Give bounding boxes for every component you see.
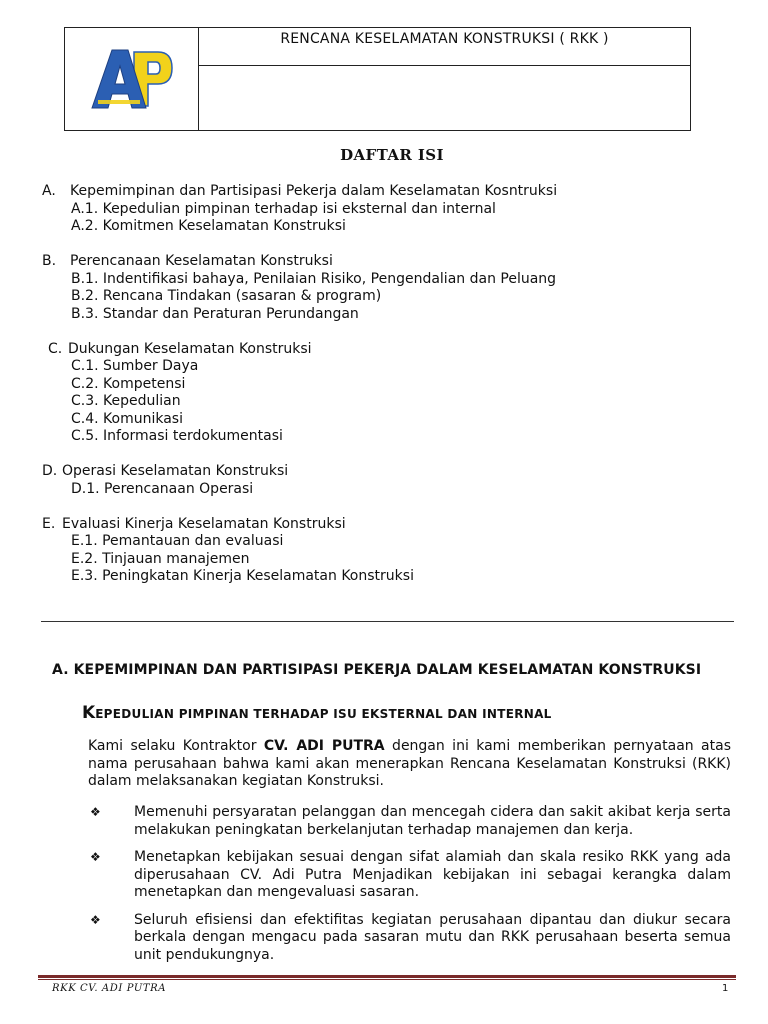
bullet-text: Memenuhi persyaratan pelanggan dan mencegah cidera dan sakit akibat kerja serta melakukan peningkatan berkelanjutan terhadap manajemen dan kerja.: [134, 804, 731, 838]
toc-item: B.3. Standar dan Peraturan Perundangan: [71, 305, 359, 322]
toc-item: B.2. Rencana Tindakan (sasaran & program): [71, 288, 382, 304]
diamond-bullet-icon: ❖: [90, 850, 101, 864]
toc-section-heading: [42, 183, 732, 201]
toc-section-label: Kepemimpinan dan Partisipasi Pekerja dalam Keselamatan Kosntruksi: [70, 183, 558, 199]
toc-item: C.1. Sumber Daya: [71, 358, 199, 374]
toc-item: B.1. Indentifikasi bahaya, Penilaian Risiko, Pengendalian dan Peluang: [71, 270, 557, 287]
table-of-contents: [42, 183, 732, 603]
toc-section-letter: D.: [42, 463, 58, 479]
toc-item: E.1. Pemantauan dan evaluasi: [71, 533, 284, 549]
section-a1-heading: [82, 703, 552, 723]
toc-item: C.5. Informasi terdokumentasi: [71, 428, 283, 444]
bullet-text: Menetapkan kebijakan sesuai dengan sifat alamiah dan skala resiko RKK yang ada diperusahaan CV. Adi Putra Menjadikan kebijakan ini sebagai kerangka dalam menetapkan dan mengevaluasi sasaran.: [134, 849, 731, 900]
toc-section-label: Dukungan Keselamatan Konstruksi: [68, 340, 312, 357]
header-blank-cell: [199, 66, 690, 130]
page-number: 1: [722, 983, 729, 994]
header-table: [64, 27, 691, 131]
toc-item: A.1. Kepedulian pimpinan terhadap isi eksternal dan internal: [71, 200, 496, 217]
toc-section-heading: [42, 253, 732, 271]
toc-section-label: Perencanaan Keselamatan Konstruksi: [70, 253, 333, 269]
company-logo: [88, 44, 176, 114]
toc-title: DAFTAR ISI: [340, 146, 444, 164]
toc-item: E.3. Peningkatan Kinerja Keselamatan Konstruksi: [71, 568, 414, 584]
toc-section: [42, 253, 732, 323]
logo-cell: [65, 28, 199, 130]
toc-section-letter: E.: [42, 515, 56, 532]
footer-label: RKK CV. ADI PUTRA: [52, 983, 167, 994]
document-title: RENCANA KESELAMATAN KONSTRUKSI ( RKK ): [199, 28, 690, 66]
heading-initial: K: [82, 703, 96, 723]
toc-item: E.2. Tinjauan manajemen: [71, 550, 250, 567]
bullet-item: [90, 849, 731, 902]
section-divider: [41, 621, 734, 622]
header-right: [199, 28, 690, 130]
bullet-item: [90, 912, 731, 965]
bullet-item: [90, 804, 731, 839]
toc-section-label: Operasi Keselamatan Konstruksi: [62, 463, 289, 479]
toc-section: [42, 516, 732, 586]
toc-section-heading: [42, 516, 732, 534]
heading-rest: EPEDULIAN PIMPINAN TERHADAP ISU EKSTERNAL DAN INTERNAL: [95, 707, 552, 721]
toc-section: [42, 463, 732, 498]
company-name: CV. ADI PUTRA: [263, 738, 385, 754]
toc-item: D.1. Perencanaan Operasi: [71, 480, 254, 497]
diamond-bullet-icon: ❖: [90, 805, 101, 819]
para-text: dengan ini kami memberikan pernyataan atas nama perusahaan bahwa kami akan menerapkan Rencana Keselamatan Konstruksi (RKK) dalam melaksanakan kegiatan Konstruksi.: [88, 738, 732, 789]
toc-item: C.2. Kompetensi: [71, 375, 186, 392]
diamond-bullet-icon: ❖: [90, 912, 101, 927]
toc-section-heading: [42, 341, 732, 359]
footer-rule: [38, 975, 736, 980]
toc-section-letter: A.: [42, 183, 56, 199]
toc-section-label: Evaluasi Kinerja Keselamatan Konstruksi: [62, 515, 346, 532]
toc-section-letter: B.: [42, 253, 57, 269]
toc-item: C.3. Kepedulian: [71, 393, 181, 409]
intro-paragraph: [88, 738, 731, 791]
bullet-list: [90, 804, 731, 974]
toc-item: A.2. Komitmen Keselamatan Konstruksi: [71, 218, 346, 234]
para-text: Kami selaku Kontraktor: [88, 738, 264, 754]
toc-section: [42, 341, 732, 446]
toc-section-heading: [42, 463, 732, 481]
toc-item: C.4. Komunikasi: [71, 410, 183, 427]
section-a-title: A. KEPEMIMPINAN DAN PARTISIPASI PEKERJA DALAM KESELAMATAN KONSTRUKSI: [52, 662, 702, 678]
bullet-text: Seluruh efisiensi dan efektifitas kegiatan perusahaan dipantau dan diukur secara berkala dengan mengacu pada sasaran mutu dan RKK perusahaan beserta semua unit pendukungnya.: [134, 911, 731, 963]
toc-section-letter: C.: [48, 340, 63, 357]
toc-section: [42, 183, 732, 236]
